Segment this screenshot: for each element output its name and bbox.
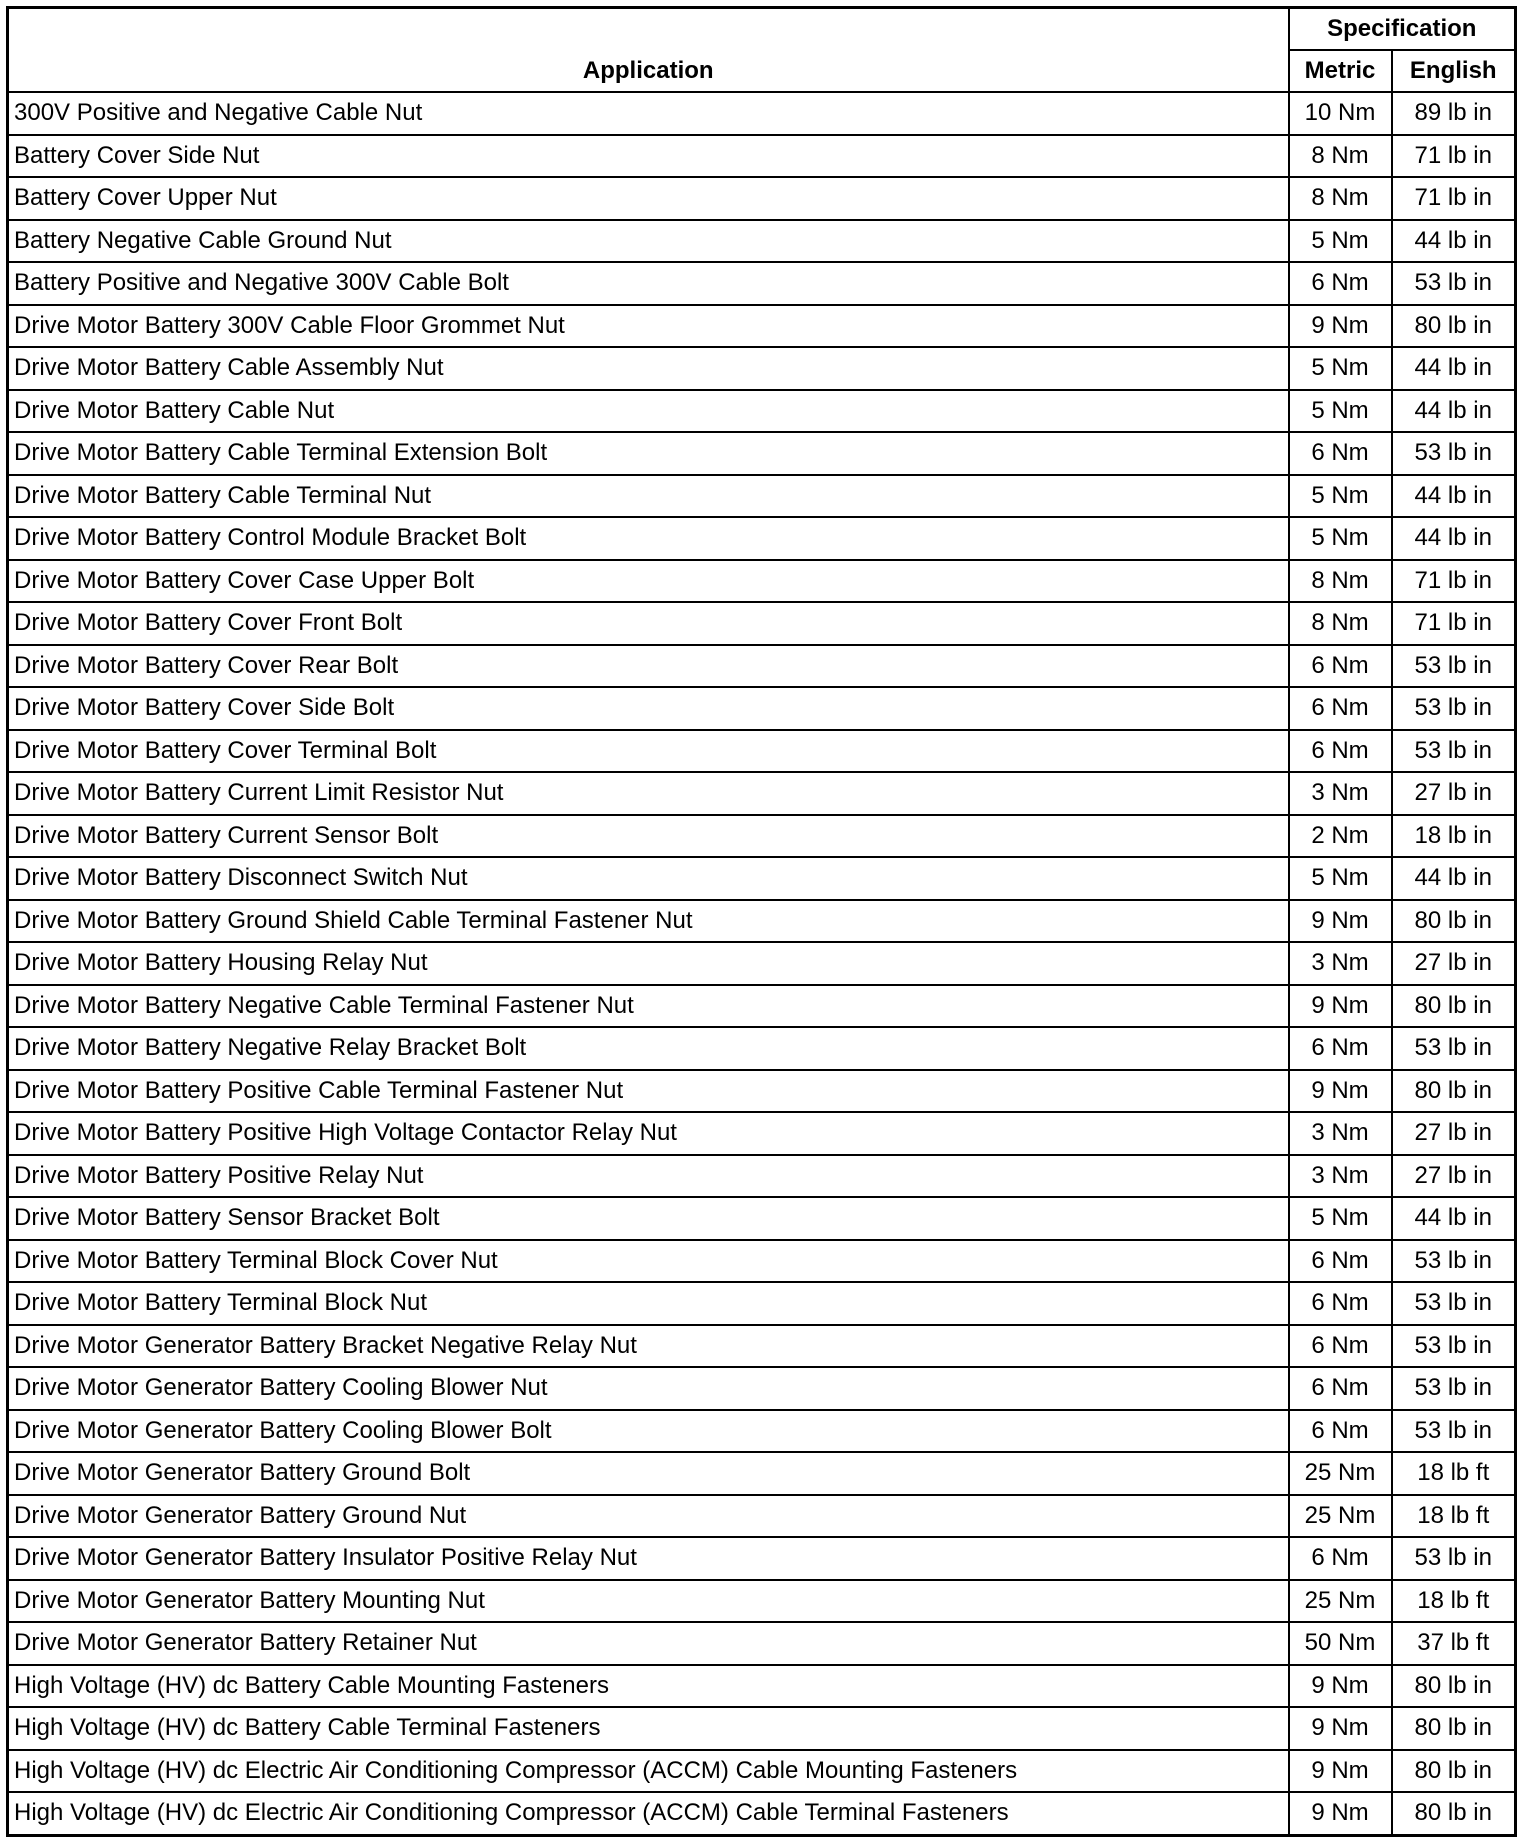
application-cell: Drive Motor Battery Cable Terminal Extension Bolt bbox=[8, 432, 1289, 475]
metric-value-cell: 5 Nm bbox=[1289, 517, 1392, 560]
metric-value-cell: 8 Nm bbox=[1289, 177, 1392, 220]
application-cell: Drive Motor Battery Negative Cable Terminal Fastener Nut bbox=[8, 985, 1289, 1028]
table-row bbox=[8, 1622, 1516, 1665]
table-row bbox=[8, 432, 1516, 475]
table-row bbox=[8, 645, 1516, 688]
metric-value-cell: 6 Nm bbox=[1289, 645, 1392, 688]
english-value-cell: 44 lb in bbox=[1392, 390, 1516, 433]
table-row bbox=[8, 1367, 1516, 1410]
english-value-cell: 18 lb in bbox=[1392, 815, 1516, 858]
application-cell: Drive Motor Battery Positive Relay Nut bbox=[8, 1155, 1289, 1198]
metric-value-cell: 25 Nm bbox=[1289, 1495, 1392, 1538]
table-row bbox=[8, 1070, 1516, 1113]
english-value-cell: 44 lb in bbox=[1392, 347, 1516, 390]
metric-value-cell: 50 Nm bbox=[1289, 1622, 1392, 1665]
metric-value-cell: 6 Nm bbox=[1289, 1367, 1392, 1410]
metric-value-cell: 6 Nm bbox=[1289, 1537, 1392, 1580]
table-row bbox=[8, 1325, 1516, 1368]
english-value-cell: 80 lb in bbox=[1392, 1750, 1516, 1793]
table-row bbox=[8, 135, 1516, 178]
table-row bbox=[8, 815, 1516, 858]
application-cell: Drive Motor Battery Current Sensor Bolt bbox=[8, 815, 1289, 858]
application-cell: Drive Motor Battery Positive High Voltage Contactor Relay Nut bbox=[8, 1112, 1289, 1155]
application-cell: Drive Motor Battery Cover Rear Bolt bbox=[8, 645, 1289, 688]
table-row bbox=[8, 687, 1516, 730]
application-column-header: Application bbox=[8, 8, 1289, 93]
english-value-cell: 53 lb in bbox=[1392, 1367, 1516, 1410]
table-row bbox=[8, 942, 1516, 985]
english-value-cell: 27 lb in bbox=[1392, 1155, 1516, 1198]
metric-value-cell: 6 Nm bbox=[1289, 262, 1392, 305]
english-value-cell: 27 lb in bbox=[1392, 1112, 1516, 1155]
english-value-cell: 37 lb ft bbox=[1392, 1622, 1516, 1665]
table-row bbox=[8, 1580, 1516, 1623]
english-value-cell: 53 lb in bbox=[1392, 687, 1516, 730]
metric-value-cell: 5 Nm bbox=[1289, 1197, 1392, 1240]
metric-value-cell: 6 Nm bbox=[1289, 1027, 1392, 1070]
english-value-cell: 80 lb in bbox=[1392, 1792, 1516, 1835]
english-value-cell: 53 lb in bbox=[1392, 262, 1516, 305]
english-value-cell: 18 lb ft bbox=[1392, 1580, 1516, 1623]
application-cell: 300V Positive and Negative Cable Nut bbox=[8, 92, 1289, 135]
english-value-cell: 27 lb in bbox=[1392, 942, 1516, 985]
application-cell: Drive Motor Battery Cover Front Bolt bbox=[8, 602, 1289, 645]
table-header bbox=[8, 8, 1516, 93]
english-value-cell: 89 lb in bbox=[1392, 92, 1516, 135]
table-body bbox=[8, 92, 1516, 1835]
metric-value-cell: 25 Nm bbox=[1289, 1452, 1392, 1495]
metric-value-cell: 9 Nm bbox=[1289, 1665, 1392, 1708]
metric-value-cell: 6 Nm bbox=[1289, 1325, 1392, 1368]
english-value-cell: 53 lb in bbox=[1392, 1410, 1516, 1453]
metric-value-cell: 3 Nm bbox=[1289, 942, 1392, 985]
table-row bbox=[8, 1240, 1516, 1283]
english-value-cell: 80 lb in bbox=[1392, 900, 1516, 943]
table-row bbox=[8, 390, 1516, 433]
metric-value-cell: 6 Nm bbox=[1289, 687, 1392, 730]
application-cell: Drive Motor Battery Cover Side Bolt bbox=[8, 687, 1289, 730]
application-cell: Drive Motor Battery Cable Assembly Nut bbox=[8, 347, 1289, 390]
table-row bbox=[8, 1112, 1516, 1155]
application-cell: Battery Cover Side Nut bbox=[8, 135, 1289, 178]
english-value-cell: 80 lb in bbox=[1392, 1070, 1516, 1113]
application-cell: Drive Motor Generator Battery Cooling Blower Bolt bbox=[8, 1410, 1289, 1453]
application-cell: High Voltage (HV) dc Electric Air Conditioning Compressor (ACCM) Cable Mounting Fasteners bbox=[8, 1750, 1289, 1793]
table-row bbox=[8, 347, 1516, 390]
application-cell: Drive Motor Battery Disconnect Switch Nut bbox=[8, 857, 1289, 900]
application-cell: Drive Motor Battery Terminal Block Cover Nut bbox=[8, 1240, 1289, 1283]
application-cell: Drive Motor Generator Battery Mounting Nut bbox=[8, 1580, 1289, 1623]
metric-value-cell: 6 Nm bbox=[1289, 432, 1392, 475]
english-value-cell: 44 lb in bbox=[1392, 220, 1516, 263]
metric-value-cell: 3 Nm bbox=[1289, 1155, 1392, 1198]
metric-value-cell: 8 Nm bbox=[1289, 602, 1392, 645]
application-cell: Drive Motor Battery Cover Case Upper Bolt bbox=[8, 560, 1289, 603]
specification-column-header: Specification bbox=[1289, 8, 1516, 51]
metric-value-cell: 5 Nm bbox=[1289, 390, 1392, 433]
english-value-cell: 53 lb in bbox=[1392, 1325, 1516, 1368]
metric-value-cell: 9 Nm bbox=[1289, 1707, 1392, 1750]
metric-value-cell: 3 Nm bbox=[1289, 772, 1392, 815]
metric-value-cell: 10 Nm bbox=[1289, 92, 1392, 135]
english-column-header: English bbox=[1392, 50, 1516, 92]
metric-value-cell: 6 Nm bbox=[1289, 730, 1392, 773]
application-cell: Drive Motor Generator Battery Ground Bolt bbox=[8, 1452, 1289, 1495]
application-cell: Drive Motor Battery Sensor Bracket Bolt bbox=[8, 1197, 1289, 1240]
english-value-cell: 53 lb in bbox=[1392, 1027, 1516, 1070]
english-value-cell: 71 lb in bbox=[1392, 135, 1516, 178]
table-row bbox=[8, 1410, 1516, 1453]
application-cell: Drive Motor Battery Cover Terminal Bolt bbox=[8, 730, 1289, 773]
application-cell: High Voltage (HV) dc Battery Cable Mounting Fasteners bbox=[8, 1665, 1289, 1708]
application-cell: Battery Negative Cable Ground Nut bbox=[8, 220, 1289, 263]
application-cell: Drive Motor Battery Terminal Block Nut bbox=[8, 1282, 1289, 1325]
metric-value-cell: 6 Nm bbox=[1289, 1282, 1392, 1325]
english-value-cell: 44 lb in bbox=[1392, 475, 1516, 518]
table-row bbox=[8, 560, 1516, 603]
english-value-cell: 44 lb in bbox=[1392, 1197, 1516, 1240]
metric-value-cell: 9 Nm bbox=[1289, 1070, 1392, 1113]
english-value-cell: 44 lb in bbox=[1392, 517, 1516, 560]
table-row bbox=[8, 602, 1516, 645]
english-value-cell: 71 lb in bbox=[1392, 560, 1516, 603]
english-value-cell: 44 lb in bbox=[1392, 857, 1516, 900]
application-cell: Drive Motor Battery Negative Relay Bracket Bolt bbox=[8, 1027, 1289, 1070]
metric-value-cell: 9 Nm bbox=[1289, 900, 1392, 943]
application-cell: High Voltage (HV) dc Battery Cable Terminal Fasteners bbox=[8, 1707, 1289, 1750]
table-row bbox=[8, 1282, 1516, 1325]
english-value-cell: 27 lb in bbox=[1392, 772, 1516, 815]
english-value-cell: 80 lb in bbox=[1392, 305, 1516, 348]
table-row bbox=[8, 177, 1516, 220]
metric-value-cell: 25 Nm bbox=[1289, 1580, 1392, 1623]
metric-value-cell: 6 Nm bbox=[1289, 1410, 1392, 1453]
application-cell: Drive Motor Generator Battery Cooling Blower Nut bbox=[8, 1367, 1289, 1410]
application-cell: Drive Motor Generator Battery Bracket Negative Relay Nut bbox=[8, 1325, 1289, 1368]
table-row bbox=[8, 475, 1516, 518]
table-row bbox=[8, 1537, 1516, 1580]
application-cell: Battery Positive and Negative 300V Cable Bolt bbox=[8, 262, 1289, 305]
metric-value-cell: 3 Nm bbox=[1289, 1112, 1392, 1155]
table-row bbox=[8, 900, 1516, 943]
metric-column-header: Metric bbox=[1289, 50, 1392, 92]
english-value-cell: 53 lb in bbox=[1392, 730, 1516, 773]
metric-value-cell: 5 Nm bbox=[1289, 857, 1392, 900]
english-value-cell: 80 lb in bbox=[1392, 1707, 1516, 1750]
fastener-specification-table bbox=[6, 6, 1517, 1837]
english-value-cell: 53 lb in bbox=[1392, 432, 1516, 475]
english-value-cell: 53 lb in bbox=[1392, 1282, 1516, 1325]
table-row bbox=[8, 772, 1516, 815]
metric-value-cell: 5 Nm bbox=[1289, 220, 1392, 263]
table-row bbox=[8, 985, 1516, 1028]
english-value-cell: 71 lb in bbox=[1392, 602, 1516, 645]
header-row-top bbox=[8, 8, 1516, 51]
metric-value-cell: 5 Nm bbox=[1289, 475, 1392, 518]
application-cell: Drive Motor Battery Cable Terminal Nut bbox=[8, 475, 1289, 518]
application-cell: Drive Motor Generator Battery Insulator Positive Relay Nut bbox=[8, 1537, 1289, 1580]
table-row bbox=[8, 1495, 1516, 1538]
english-value-cell: 18 lb ft bbox=[1392, 1452, 1516, 1495]
application-cell: Drive Motor Battery Ground Shield Cable Terminal Fastener Nut bbox=[8, 900, 1289, 943]
table-row bbox=[8, 1750, 1516, 1793]
table-row bbox=[8, 220, 1516, 263]
table-row bbox=[8, 1197, 1516, 1240]
table-row bbox=[8, 262, 1516, 305]
metric-value-cell: 8 Nm bbox=[1289, 560, 1392, 603]
english-value-cell: 71 lb in bbox=[1392, 177, 1516, 220]
table-row bbox=[8, 857, 1516, 900]
metric-value-cell: 8 Nm bbox=[1289, 135, 1392, 178]
table-row bbox=[8, 1792, 1516, 1835]
english-value-cell: 53 lb in bbox=[1392, 645, 1516, 688]
application-cell: Drive Motor Generator Battery Ground Nut bbox=[8, 1495, 1289, 1538]
metric-value-cell: 9 Nm bbox=[1289, 1792, 1392, 1835]
application-cell: Drive Motor Generator Battery Retainer Nut bbox=[8, 1622, 1289, 1665]
metric-value-cell: 2 Nm bbox=[1289, 815, 1392, 858]
metric-value-cell: 9 Nm bbox=[1289, 305, 1392, 348]
metric-value-cell: 9 Nm bbox=[1289, 985, 1392, 1028]
table-row bbox=[8, 730, 1516, 773]
metric-value-cell: 9 Nm bbox=[1289, 1750, 1392, 1793]
table-row bbox=[8, 1707, 1516, 1750]
english-value-cell: 18 lb ft bbox=[1392, 1495, 1516, 1538]
table-row bbox=[8, 305, 1516, 348]
table-row bbox=[8, 92, 1516, 135]
english-value-cell: 53 lb in bbox=[1392, 1537, 1516, 1580]
table-row bbox=[8, 1665, 1516, 1708]
english-value-cell: 53 lb in bbox=[1392, 1240, 1516, 1283]
application-cell: Drive Motor Battery Current Limit Resistor Nut bbox=[8, 772, 1289, 815]
application-cell: Drive Motor Battery 300V Cable Floor Grommet Nut bbox=[8, 305, 1289, 348]
metric-value-cell: 6 Nm bbox=[1289, 1240, 1392, 1283]
application-cell: Drive Motor Battery Control Module Bracket Bolt bbox=[8, 517, 1289, 560]
metric-value-cell: 5 Nm bbox=[1289, 347, 1392, 390]
application-cell: High Voltage (HV) dc Electric Air Conditioning Compressor (ACCM) Cable Terminal Fasteners bbox=[8, 1792, 1289, 1835]
application-cell: Drive Motor Battery Positive Cable Terminal Fastener Nut bbox=[8, 1070, 1289, 1113]
english-value-cell: 80 lb in bbox=[1392, 1665, 1516, 1708]
table-row bbox=[8, 1027, 1516, 1070]
table-row bbox=[8, 1452, 1516, 1495]
application-cell: Drive Motor Battery Housing Relay Nut bbox=[8, 942, 1289, 985]
table-row bbox=[8, 517, 1516, 560]
english-value-cell: 80 lb in bbox=[1392, 985, 1516, 1028]
application-cell: Drive Motor Battery Cable Nut bbox=[8, 390, 1289, 433]
table-row bbox=[8, 1155, 1516, 1198]
application-cell: Battery Cover Upper Nut bbox=[8, 177, 1289, 220]
